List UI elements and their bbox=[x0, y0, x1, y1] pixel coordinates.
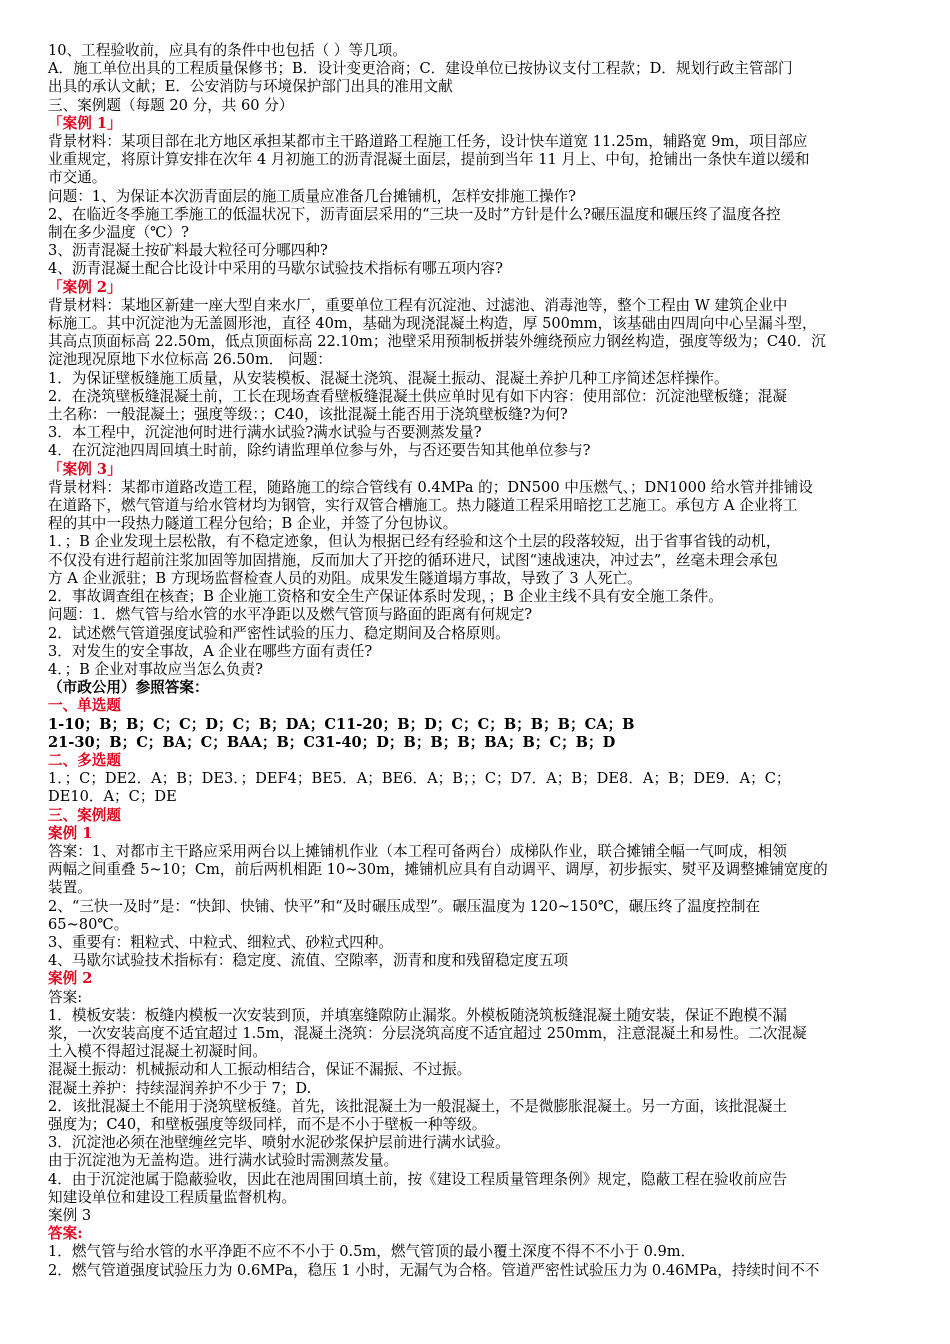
text-line: 混凝土养护：持续湿润养护不少于 7；D. bbox=[48, 1079, 312, 1097]
text-line: 制在多少温度（℃）? bbox=[48, 224, 189, 242]
text-line: 2、“三快一及时”是：“快卸、快铺、快平”和“及时碾压成型”。碾压温度为 120~150℃，碾压终了温度控制在 bbox=[48, 897, 761, 915]
text-line: 1．；B 企业发现土层松散，有不稳定迹象，但认为根据已经有经验和这个土层的段落较短，出于省事省钱的动机， bbox=[48, 533, 781, 551]
text-line: 知建设单位和建设工程质量监督机构。 bbox=[48, 1188, 297, 1206]
answer-line: 1-10；B；B；C；C；D；C；B；DA；C11-20；B；D；C；C；B；B；B；CA；B bbox=[48, 715, 635, 733]
text-line: 出具的承认文献；E．公安消防与环境保护部门出具的准用文献 bbox=[48, 78, 453, 96]
text-line: 65~80℃。 bbox=[48, 915, 129, 933]
answer-line: 21-30；B；C；BA；C；BAA；B；C31-40；D；B；B；B；BA；B；C；B；D bbox=[48, 733, 616, 751]
text-line: 4．在沉淀池四周回填土时前，除约请监理单位参与外，与否还要告知其他单位参与? bbox=[48, 442, 591, 460]
text-line: A．施工单位出具的工程质量保修书；B．设计变更洽商；C．建设单位已按协议支付工程款；D．规划行政主管部门 bbox=[48, 60, 793, 78]
text-line: 在道路下，燃气管道与给水管材均为钢管，实行双管合槽施工。热力隧道工程采用暗挖工艺施工。承包方 A 企业将工 bbox=[48, 497, 798, 515]
case-heading: 「案例 3」 bbox=[48, 460, 122, 478]
section-heading: 三、案例题 bbox=[48, 806, 121, 824]
text-line: 10、工程验收前，应具有的条件中也包括（ ）等几项。 bbox=[48, 42, 407, 59]
text-line: 4．；B 企业对事故应当怎么负责? bbox=[48, 660, 263, 678]
text-line: 其高点顶面标高 22.50m，低点顶面标高 22.10m；池壁采用预制板拼装外缠绕预应力钢丝构造，强度等级为；C40．沉 bbox=[48, 333, 826, 351]
text-line: 背景材料：某地区新建一座大型自来水厂，重要单位工程有沉淀池、过滤池、消毒池等，整个工程由 W 建筑企业中 bbox=[48, 296, 788, 314]
text-line: 3．沉淀池必须在池壁缠丝完毕、喷射水泥砂浆保护层前进行满水试验。 bbox=[48, 1134, 510, 1152]
answers-heading: （市政公用）参照答案： bbox=[48, 679, 209, 697]
text-line: 答案：1、对都市主干路应采用两台以上摊铺机作业（本工程可备两台）成梯队作业，联合摊铺全幅一气呵成，相领 bbox=[48, 842, 787, 860]
text-line: 方 A 企业派驻；B 方现场监督检查人员的劝阻。成果发生隧道塌方事故，导致了 3 人死亡。 bbox=[48, 569, 642, 587]
section-heading: 一、单选题 bbox=[48, 697, 121, 715]
text-line: 案例 3 bbox=[48, 1207, 92, 1224]
text-line: 由于沉淀池为无盖构造。进行满水试验时需测蒸发量。 bbox=[48, 1152, 399, 1170]
text-line: 市交通。 bbox=[48, 169, 107, 187]
text-line: 2．燃气管道强度试验压力为 0.6MPa，稳压 1 小时，无漏气为合格。管道严密性试验压力为 0.46MPa，持续时间不不 bbox=[48, 1261, 820, 1279]
case-heading: 「案例 2」 bbox=[48, 278, 122, 296]
section-heading: 三、案例题（每题 20 分，共 60 分） bbox=[48, 96, 294, 114]
text-line: 4、沥青混凝土配合比设计中采用的马歇尔试验技术指标有哪五项内容? bbox=[48, 260, 503, 278]
text-line: 1．燃气管与给水管的水平净距不应不不小于 0.5m，燃气管顶的最小覆土深度不得不不小于 0.9m． bbox=[48, 1243, 696, 1261]
text-line: 装置。 bbox=[48, 879, 92, 897]
text-line: 土名称：一般混凝土；强度等级：；C40，该批混凝土能否用于浇筑壁板缝?为何? bbox=[48, 406, 568, 424]
text-line: 2．试述燃气管道强度试验和严密性试验的压力、稳定期间及合格原则。 bbox=[48, 624, 510, 642]
section-heading: 二、多选题 bbox=[48, 751, 121, 769]
text-line: 2．事故调查组在核查；B 企业施工资格和安全生产保证体系时发现，；B 企业主线不具有安全施工条件。 bbox=[48, 588, 723, 606]
text-line: 4．由于沉淀池属于隐蔽验收，因此在池周围回填土前，按《建设工程质量管理条例》规定，隐蔽工程在验收前应告 bbox=[48, 1170, 787, 1188]
text-line: 1．模板安装：板缝内模板一次安装到顶，并填塞缝隙防止漏浆。外模板随浇筑板缝混凝土随安装，保证不跑模不漏 bbox=[48, 1006, 787, 1024]
text-line: 背景材料：某都市道路改造工程，随路施工的综合管线有 0.4MPa 的；DN500 中压燃气、；DN1000 给水管并排铺设 bbox=[48, 478, 813, 496]
text-line: 淀池现况原地下水位标高 26.50m． 问题： bbox=[48, 351, 332, 369]
text-line: 3．本工程中，沉淀池何时进行满水试验?满水试验与否要测蒸发量? bbox=[48, 424, 482, 442]
text-line: 背景材料：某项目部在北方地区承担某都市主干路道路工程施工任务，设计快车道宽 11.25m，辅路宽 9m，项目部应 bbox=[48, 133, 808, 151]
text-line: 土入模不得超过混凝土初凝时间。 bbox=[48, 1043, 267, 1061]
text-line: 强度为；C40，和壁板强度等级同样，而不是不小于壁板一种等级。 bbox=[48, 1115, 487, 1133]
question-line: 问题：1、为保证本次沥青面层的施工质量应准备几台摊铺机，怎样安排施工操作? bbox=[48, 187, 576, 205]
case-heading: 「案例 1」 bbox=[48, 114, 122, 132]
text-line: 3．对发生的安全事故，A 企业在哪些方面有责任? bbox=[48, 642, 373, 660]
text-line: 标施工。其中沉淀池为无盖圆形池，直径 40m，基础为现浇混凝土构造，厚 500mm，该基础由四周向中心呈漏斗型， bbox=[48, 315, 817, 333]
text-line: 答案: bbox=[48, 988, 83, 1006]
answer-line: 1．；C；DE2．A；B；DE3．；DEF4；BE5．A；BE6．A；B；；C；D7．A；B；DE8．A；B；DE9．A；C； bbox=[48, 770, 791, 788]
text-line: 1．为保证壁板缝施工质量，从安装模板、混凝土浇筑、混凝土振动、混凝土养护几种工序简述怎样操作。 bbox=[48, 369, 729, 387]
text-line: 4、马歇尔试验技术指标有：稳定度、流值、空隙率，沥青和度和残留稳定度五项 bbox=[48, 952, 569, 970]
text-line: 2．在浇筑壁板缝混凝土前，工长在现场查看壁板缝混凝土供应单时见有如下内容：使用部位：沉淀池壁板缝；混凝 bbox=[48, 387, 787, 405]
case-heading: 案例 1 bbox=[48, 824, 93, 842]
text-line: 浆，一次安装高度不适宜超过 1.5m，混凝土浇筑：分层浇筑高度不适宜超过 250mm，注意混凝土和易性。二次混凝 bbox=[48, 1024, 807, 1042]
case-heading: 答案: bbox=[48, 1225, 83, 1243]
text-line: 2．该批混凝土不能用于浇筑壁板缝。首先，该批混凝土为一般混凝土，不是微膨胀混凝土。另一方面，该批混凝土 bbox=[48, 1097, 787, 1115]
text-line: 两幅之间重叠 5~10；Cm，前后两机相距 10~30m，摊铺机应具有自动调平、调厚，初步振实、熨平及调整摊铺宽度的 bbox=[48, 861, 828, 879]
text-line: 2、在临近冬季施工季施工的低温状况下，沥青面层采用的“三块一及时”方针是什么?碾压温度和碾压终了温度各控 bbox=[48, 205, 781, 223]
text-line: 程的其中一段热力隧道工程分包给；B 企业，并签了分包协议。 bbox=[48, 515, 458, 533]
text-line: 混凝土振动：机械振动和人工振动相结合，保证不漏振、不过振。 bbox=[48, 1061, 472, 1079]
text-line: 3、重要有：粗粒式、中粒式、细粒式、砂粒式四种。 bbox=[48, 933, 393, 951]
answer-line: DE10．A；C；DE bbox=[48, 788, 177, 806]
text-line: 不仅没有进行超前注浆加固等加固措施，反而加大了开挖的循环进尺，试图“速战速决，冲过去”，丝毫未理会承包 bbox=[48, 551, 779, 569]
text-line: 3、沥青混凝土按矿料最大粒径可分哪四种? bbox=[48, 242, 328, 260]
question-line: 问题：1．燃气管与给水管的水平净距以及燃气管顶与路面的距离有何规定? bbox=[48, 606, 533, 624]
case-heading: 案例 2 bbox=[48, 970, 93, 988]
text-line: 业重规定，将原计算安排在次年 4 月初施工的沥青混凝土面层，提前到当年 11 月上、中旬，抢铺出一条快车道以缓和 bbox=[48, 151, 810, 169]
